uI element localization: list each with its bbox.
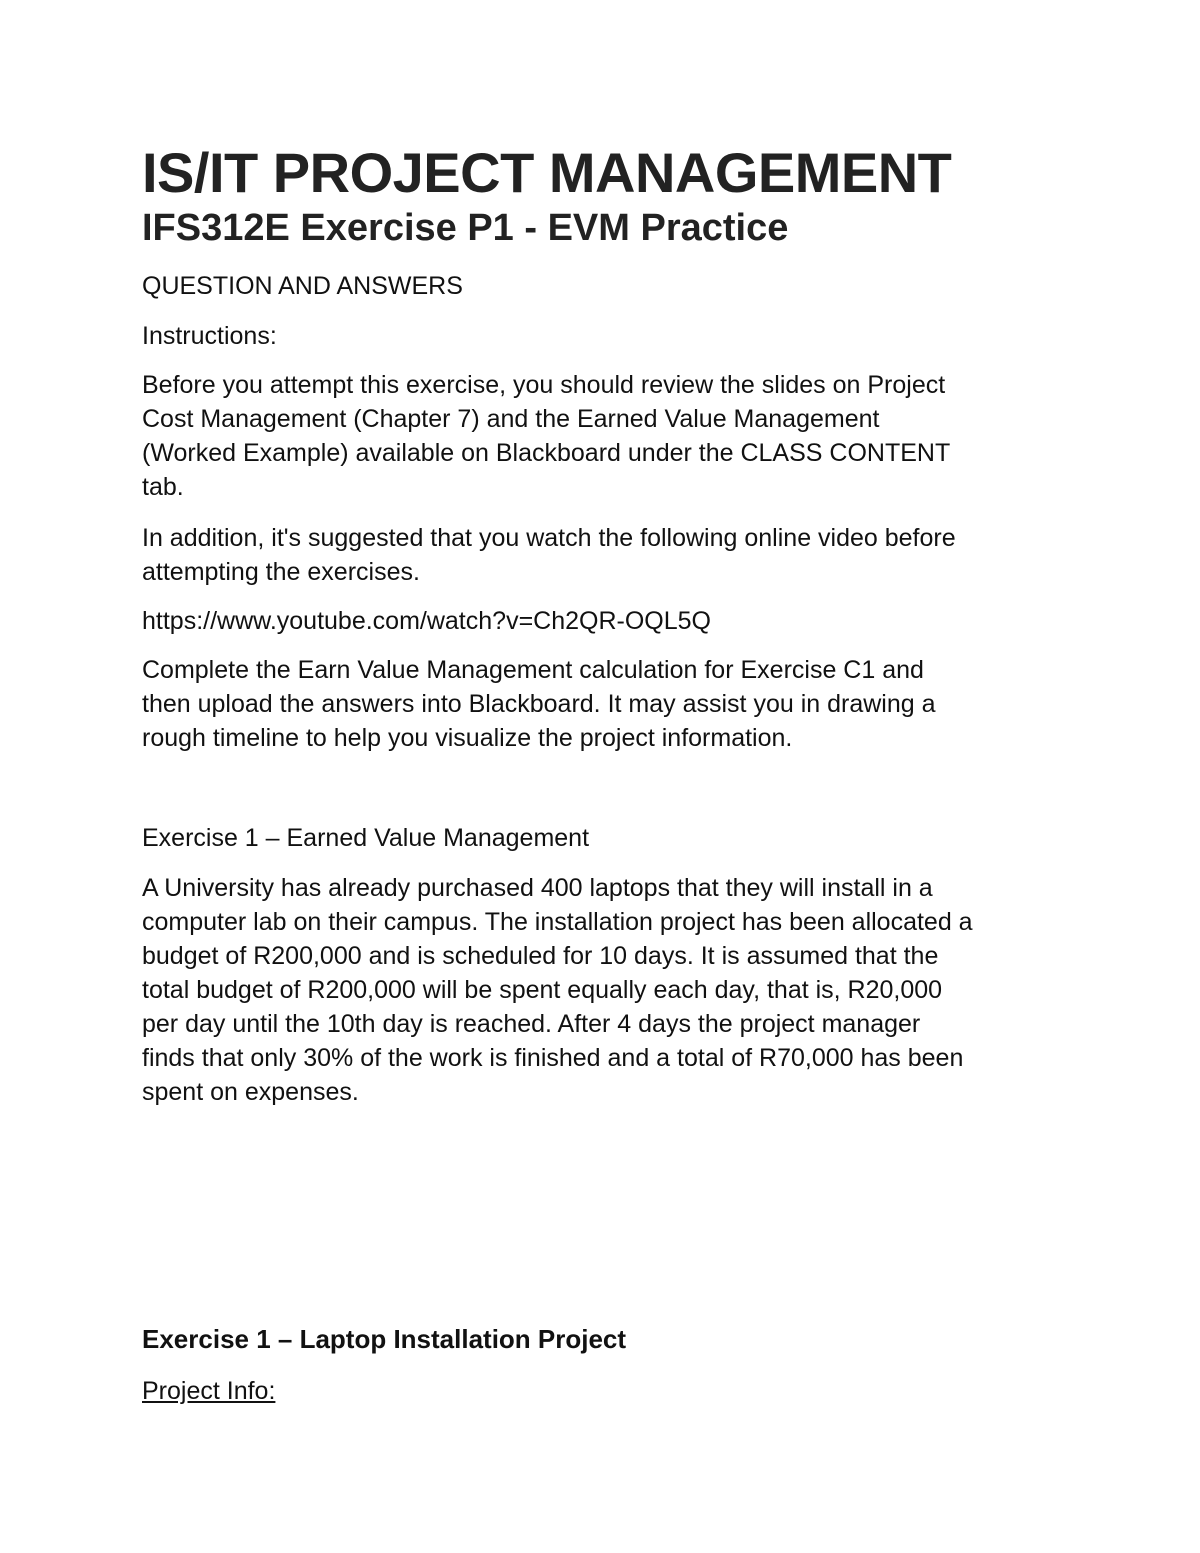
text-line: (Worked Example) available on Blackboard under the CLASS CONTENT <box>142 439 951 467</box>
section-label: QUESTION AND ANSWERS <box>142 272 463 300</box>
text-line: then upload the answers into Blackboard. It may assist you in drawing a <box>142 690 936 718</box>
text-line: tab. <box>142 473 184 501</box>
text-line: In addition, it's suggested that you watch the following online video before <box>142 524 956 552</box>
text-line: Complete the Earn Value Management calculation for Exercise C1 and <box>142 656 924 684</box>
text-line: budget of R200,000 and is scheduled for 10 days. It is assumed that the <box>142 942 939 970</box>
text-line: total budget of R200,000 will be spent equally each day, that is, R20,000 <box>142 976 943 1004</box>
video-link[interactable]: https://www.youtube.com/watch?v=Ch2QR-OQL5Q <box>142 607 711 635</box>
instructions-paragraph-3 <box>142 653 936 755</box>
instructions-paragraph-1 <box>142 368 950 504</box>
page-subtitle: IFS312E Exercise P1 - EVM Practice <box>142 207 789 249</box>
text-line: per day until the 10th day is reached. After 4 days the project manager <box>142 1010 921 1038</box>
project-heading: Exercise 1 – Laptop Installation Project <box>142 1324 627 1354</box>
text-line: rough timeline to help you visualize the project information. <box>142 724 793 752</box>
text-line: computer lab on their campus. The installation project has been allocated a <box>142 908 973 936</box>
exercise-heading: Exercise 1 – Earned Value Management <box>142 824 590 852</box>
project-info-label: Project Info: <box>142 1377 276 1405</box>
page-title: IS/IT PROJECT MANAGEMENT <box>142 141 952 204</box>
exercise-description <box>142 871 973 1109</box>
text-line: finds that only 30% of the work is finished and a total of R70,000 has been <box>142 1044 964 1072</box>
text-line: Before you attempt this exercise, you should review the slides on Project <box>142 371 946 399</box>
instructions-paragraph-2 <box>142 521 956 589</box>
text-line: Cost Management (Chapter 7) and the Earned Value Management <box>142 405 880 433</box>
text-line: attempting the exercises. <box>142 558 420 586</box>
text-line: spent on expenses. <box>142 1078 359 1106</box>
instructions-label: Instructions: <box>142 322 277 350</box>
text-line: A University has already purchased 400 laptops that they will install in a <box>142 874 933 902</box>
